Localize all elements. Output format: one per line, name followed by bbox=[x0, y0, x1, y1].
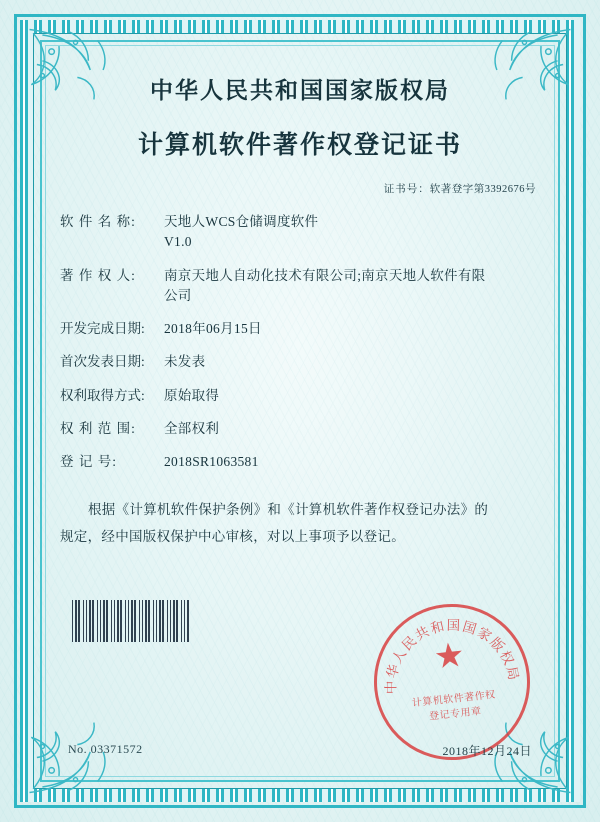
field-label-rights-acquisition: 权利取得方式: bbox=[60, 387, 145, 403]
footer-row bbox=[68, 742, 532, 759]
field-row bbox=[60, 386, 540, 406]
seal-arc-label: 中华人民共和国国家版权局 bbox=[383, 617, 522, 695]
field-value-registration-no: 2018SR1063581 bbox=[164, 454, 259, 469]
issuing-authority: 中华人民共和国国家版权局 bbox=[150, 78, 450, 103]
field-row bbox=[60, 419, 540, 439]
issue-date: 2018年12月24日 bbox=[442, 744, 532, 758]
legal-statement-line2: 规定，经中国版权保护中心审核，对以上事项予以登记。 bbox=[60, 529, 405, 545]
field-label-registration-no: 登 记 号: bbox=[60, 454, 118, 469]
software-name-line1: 天地人WCS仓储调度软件 bbox=[164, 214, 319, 229]
star-icon: ★ bbox=[432, 636, 467, 677]
field-value-software-name bbox=[164, 212, 540, 253]
certificate-title: 计算机软件著作权登记证书 bbox=[137, 132, 462, 159]
field-row bbox=[60, 212, 540, 253]
certificate-number-row bbox=[60, 181, 540, 196]
field-row bbox=[60, 319, 540, 339]
field-row bbox=[60, 266, 540, 307]
field-label-dev-completion-date: 开发完成日期: bbox=[60, 321, 145, 336]
certificate-number-label: 证书号： bbox=[383, 184, 430, 195]
seal-arc-text bbox=[370, 600, 535, 765]
copyright-owner-line2: 公司 bbox=[164, 287, 192, 303]
field-row bbox=[60, 352, 540, 372]
field-label-copyright-owner: 著 作 权 人: bbox=[60, 267, 136, 283]
barcode-icon bbox=[72, 600, 190, 642]
field-value-rights-acquisition: 原始取得 bbox=[164, 387, 220, 403]
software-name-line2: V1.0 bbox=[164, 234, 192, 250]
field-row bbox=[60, 452, 540, 472]
field-label-rights-scope: 权 利 范 围: bbox=[60, 420, 136, 436]
field-list bbox=[60, 212, 540, 472]
field-label-software-name: 软 件 名 称: bbox=[60, 214, 136, 229]
field-value-dev-completion-date: 2018年06月15日 bbox=[164, 321, 262, 336]
certificate-number-value: 软著登字第3392676号 bbox=[429, 184, 536, 195]
serial-number: No. 03371572 bbox=[68, 742, 143, 756]
field-value-copyright-owner bbox=[164, 266, 540, 307]
copyright-owner-line1: 南京天地人自动化技术有限公司;南京天地人软件有限 bbox=[164, 267, 486, 283]
seal-line-1: 计算机软件著作权 bbox=[411, 689, 497, 710]
legal-statement bbox=[60, 496, 540, 550]
field-value-first-publish-date: 未发表 bbox=[164, 354, 206, 370]
field-label-first-publish-date: 首次发表日期: bbox=[60, 354, 145, 370]
legal-statement-line1: 根据《计算机软件保护条例》和《计算机软件著作权登记办法》的 bbox=[88, 502, 489, 518]
certificate-content bbox=[60, 72, 540, 550]
seal-line-2: 登记专用章 bbox=[428, 705, 483, 723]
field-value-rights-scope: 全部权利 bbox=[164, 420, 220, 436]
